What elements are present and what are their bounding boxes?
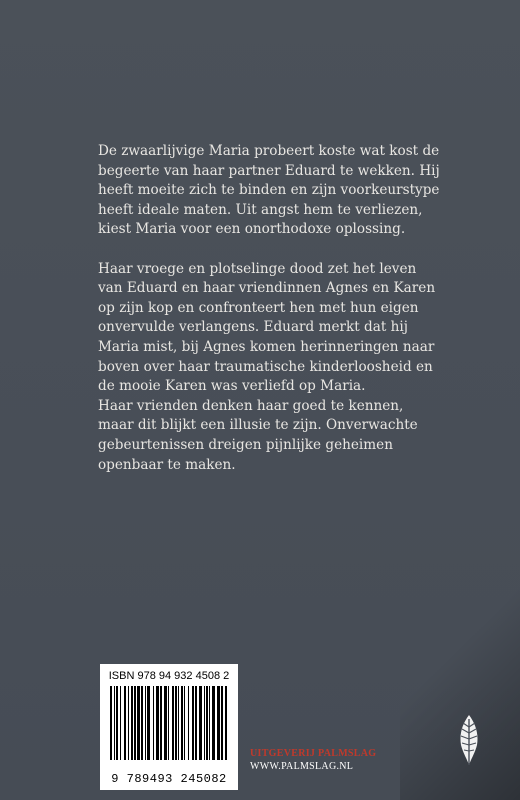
blurb-line: de mooie Karen was verliefd op Maria.: [98, 378, 366, 395]
barcode-bar: [141, 686, 143, 760]
publisher-name: UITGEVERIJ PALMSLAG: [250, 748, 377, 759]
barcode-bar: [206, 686, 208, 760]
barcode-bar: [212, 686, 215, 760]
barcode-bar: [160, 686, 162, 760]
blurb-line: Haar vrienden denken haar goed te kennen,: [98, 397, 404, 414]
barcode-bar: [192, 686, 194, 760]
barcode-bar: [188, 686, 189, 760]
barcode-bar: [116, 686, 118, 760]
barcode-bar: [184, 686, 185, 760]
barcode-bar: [175, 686, 177, 760]
barcode-bar: [134, 686, 136, 760]
barcode-bar: [124, 686, 126, 760]
blurb-line: op zijn kop en confronteert hen met hun eigen: [98, 299, 419, 316]
barcode-bar: [153, 686, 154, 760]
barcode-bar: [199, 686, 202, 760]
barcode-bar: [131, 686, 133, 760]
blurb-line: heeft ideale maten. Uit angst hem te verliezen,: [98, 201, 423, 218]
barcode-bar: [110, 686, 112, 760]
blurb-line: kiest Maria voor een onorthodoxe oplossing.: [98, 221, 406, 238]
barcode-bar: [181, 686, 183, 760]
blurb-line: Maria mist, bij Agnes komen herinneringen naar: [98, 338, 435, 355]
barcode-bar: [156, 686, 159, 760]
barcode-bar: [217, 686, 220, 760]
barcode-bar: [178, 686, 179, 760]
blurb-line: begeerte van haar partner Eduard te wekken. Hij: [98, 162, 440, 179]
blurb-line: maar dit blijkt een illusie te zijn. Onverwachte: [98, 417, 418, 434]
ean-digits: 9 789493 245082: [111, 772, 227, 786]
barcode-bar: [147, 686, 150, 760]
blurb-paragraph-1: [98, 142, 440, 240]
barcode-bar: [209, 686, 210, 760]
isbn-label: ISBN 978 94 932 4508 2: [108, 670, 230, 682]
barcode-bar: [128, 686, 129, 760]
barcode-bar: [204, 686, 205, 760]
blurb-line: boven over haar traumatische kinderloosheid en: [98, 358, 433, 375]
blurb-line: heeft moeite zich te binden en zijn voorkeurstype: [98, 182, 440, 199]
barcode-bar: [145, 686, 146, 760]
palm-leaf-icon: [455, 713, 483, 767]
blurb-line: Haar vroege en plotselinge dood zet het leven: [98, 260, 417, 277]
barcode-bar: [114, 686, 115, 760]
barcode-bar: [120, 686, 121, 760]
blurb-paragraph-2: [98, 260, 436, 476]
barcode-bar: [168, 686, 169, 760]
barcode-bars: [108, 686, 230, 760]
barcode-bar: [137, 686, 140, 760]
barcode-bar: [164, 686, 167, 760]
barcode-bar: [221, 686, 223, 760]
publisher-website: WWW.PALMSLAG.NL: [250, 761, 354, 772]
barcode-bar: [195, 686, 197, 760]
isbn-barcode: [100, 664, 238, 790]
barcode-bar: [172, 686, 174, 760]
blurb-line: gebeurtenissen dreigen pijnlijke geheimen: [98, 436, 393, 453]
blurb-line: van Eduard en haar vriendinnen Agnes en Karen: [98, 280, 436, 297]
blurb-line: onvervulde verlangens. Eduard merkt dat hij: [98, 319, 408, 336]
blurb-line: openbaar te maken.: [98, 456, 236, 473]
barcode-bar: [225, 686, 227, 760]
blurb-text: [98, 142, 440, 495]
blurb-line: De zwaarlijvige Maria probeert koste wat kost de: [98, 143, 440, 159]
